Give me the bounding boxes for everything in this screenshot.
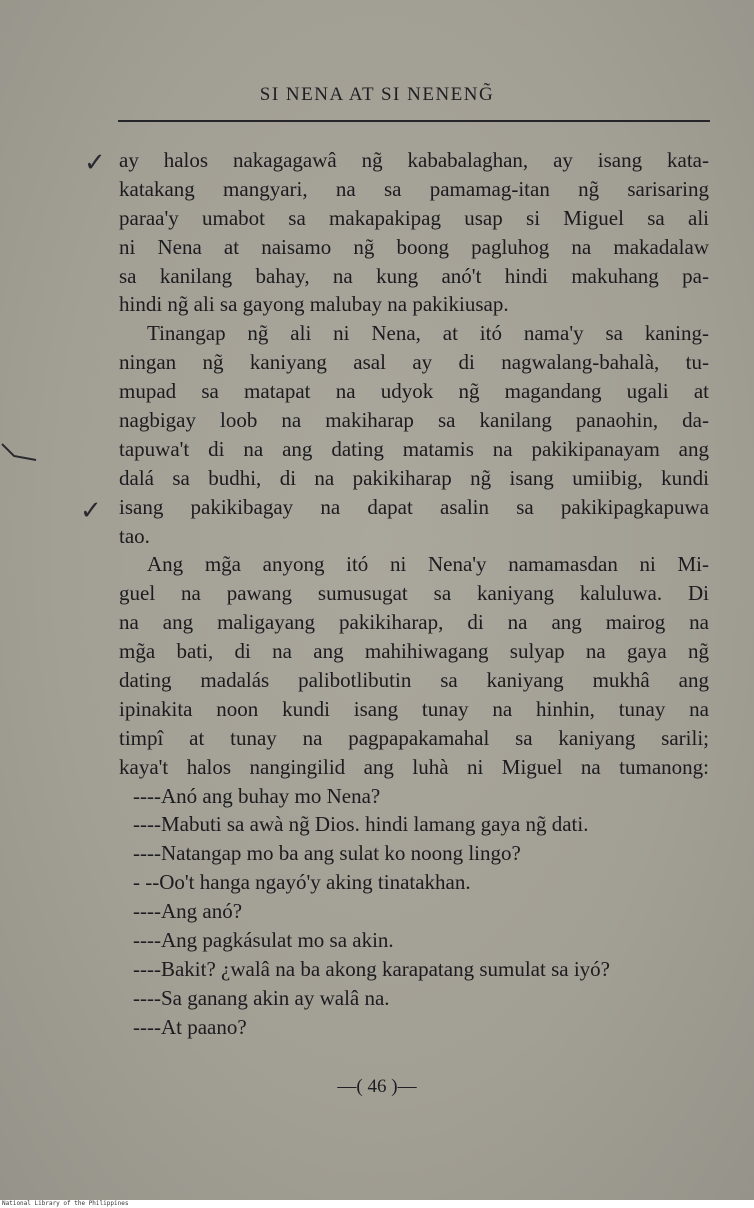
- text-line: ----Anó ang buhay mo Nena?: [133, 783, 381, 808]
- check-mark-icon: ✓: [84, 148, 106, 178]
- text-line: mupad sa matapat na udyok ng̃ magandang ugali at: [119, 379, 709, 404]
- text-line: dating madalás palibotlibutin sa kaniyang mukhâ ang: [119, 668, 709, 693]
- text-line: ----Mabuti sa awà ng̃ Dios. hindi lamang gaya ng̃ dati.: [133, 812, 589, 837]
- text-line: timpî at tunay na pagpapakamahal sa kaniyang sarili;: [119, 725, 709, 750]
- text-line: ----Ang pagkásulat mo sa akin.: [133, 928, 394, 953]
- text-line: ----Ang anó?: [133, 899, 243, 924]
- text-line: nagbigay loob na makiharap sa kanilang panaohin, da-: [119, 408, 709, 433]
- text-line: - --Oo't hanga ngayó'y aking tinatakhan.: [133, 870, 471, 895]
- header-rule: [118, 120, 710, 122]
- text-line: ni Nena at naisamo ng̃ boong pagluhog na makadalaw: [119, 234, 709, 259]
- text-line: Tinangap ng̃ ali ni Nena, at itó nama'y sa kaning-: [147, 321, 709, 346]
- text-line: guel na pawang sumusugat sa kaniyang kaluluwa. Di: [119, 581, 709, 606]
- margin-tick-mark: [0, 440, 38, 464]
- page-body-text: [119, 146, 709, 1042]
- library-footer: National Library of the Philippines: [2, 1200, 129, 1207]
- text-line: hindi ng̃ ali sa gayong malubay na pakikiusap.: [119, 292, 509, 317]
- text-line: tapuwa't di na ang dating matamis na pakikipanayam ang: [119, 436, 709, 461]
- text-line: sa kanilang bahay, na kung anó't hindi makuhang pa-: [119, 263, 709, 288]
- text-line: ay halos nakagagawâ ng̃ kababalaghan, ay isang kata-: [119, 148, 709, 172]
- text-line: tao.: [119, 523, 150, 548]
- text-line: katakang mangyari, na sa pamamag-itan ng̃ sarisaring: [119, 176, 709, 201]
- text-line: ----At paano?: [133, 1014, 247, 1039]
- text-line: ----Bakit? ¿walâ na ba akong karapatang sumulat sa iyó?: [133, 956, 610, 981]
- text-line: kaya't halos nangingilid ang luhà ni Miguel na tumanong:: [119, 754, 709, 779]
- running-head: SI NENA AT SI NENENG̃: [259, 84, 495, 105]
- text-line: mg̃a bati, di na ang mahihiwagang sulyap na gaya ng̃: [119, 639, 709, 664]
- text-line: Ang mg̃a anyong itó ni Nena'y namamasdan ni Mi-: [147, 552, 709, 577]
- text-line: isang pakikibagay na dapat asalin sa pakikipagkapuwa: [119, 494, 709, 519]
- text-line: ----Sa ganang akin ay walâ na.: [133, 985, 390, 1010]
- check-mark-icon: ✓: [80, 496, 102, 526]
- text-line: ----Natangap mo ba ang sulat ko noong lingo?: [133, 841, 521, 866]
- page-number: —( 46 )—: [337, 1076, 417, 1097]
- text-line: na ang maligayang pakikiharap, di na ang mairog na: [119, 610, 709, 635]
- text-line: ningan ng̃ kaniyang asal ay di nagwalang-bahalà, tu-: [119, 350, 709, 375]
- text-line: dalá sa budhi, di na pakikiharap ng̃ isang umiibig, kundi: [119, 465, 709, 490]
- text-line: ipinakita noon kundi isang tunay na hinhin, tunay na: [119, 696, 709, 721]
- text-line: paraa'y umabot sa makapakipag usap si Miguel sa ali: [119, 205, 709, 230]
